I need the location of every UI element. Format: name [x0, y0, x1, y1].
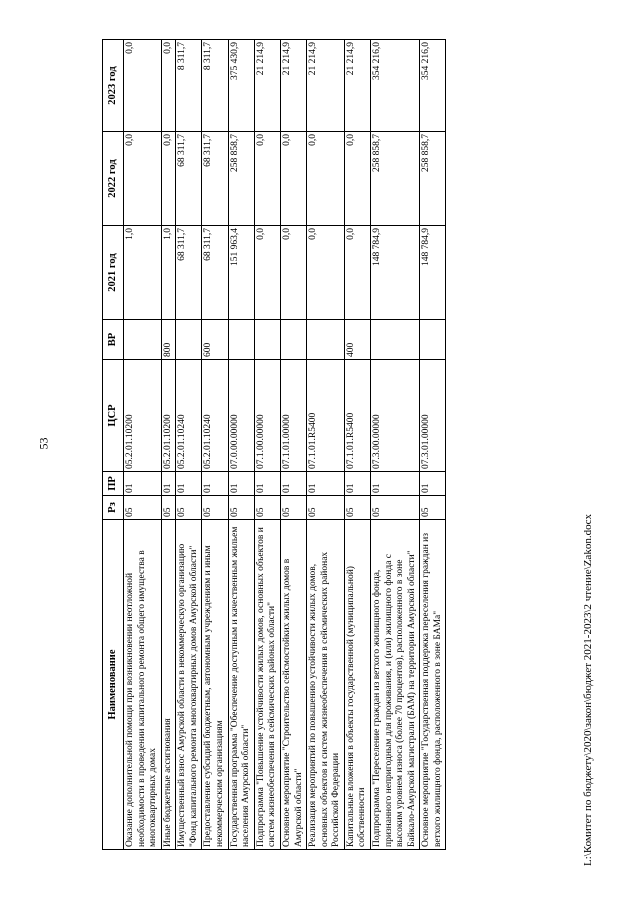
cell-2023: 354 216,0: [370, 40, 419, 132]
table-row: [176, 40, 202, 850]
cell-vr: [370, 320, 419, 360]
header-2022: 2022 год: [103, 132, 124, 226]
cell-2023: 375 430,9: [228, 40, 254, 132]
cell-2022: 258 858,7: [228, 132, 254, 226]
cell-rz: 05: [370, 496, 419, 520]
header-rz: Рз: [103, 496, 124, 520]
cell-2023: 354 216,0: [420, 40, 446, 132]
table-row: [280, 40, 306, 850]
cell-rz: 05: [280, 496, 306, 520]
cell-2021: 1,0: [161, 226, 176, 320]
cell-csr: 07.1.01.R5400: [344, 360, 370, 472]
header-2021: 2021 год: [103, 226, 124, 320]
table-row: [254, 40, 280, 850]
cell-2021: 0,0: [307, 226, 345, 320]
cell-name: Имущественный взнос Амурской области в некоммерческую организацию "Фонд капитального ремонта многоквартирных домов Амурской области": [176, 520, 202, 850]
cell-2021: 0,0: [344, 226, 370, 320]
cell-vr: [254, 320, 280, 360]
cell-pr: 01: [161, 472, 176, 496]
cell-2021: 0,0: [254, 226, 280, 320]
cell-2022: 258 858,7: [420, 132, 446, 226]
cell-csr: 07.3.00.00000: [370, 360, 419, 472]
cell-2021: 148 784,9: [420, 226, 446, 320]
cell-pr: 01: [124, 472, 162, 496]
cell-2021: 148 784,9: [370, 226, 419, 320]
cell-csr: 07.1.01.00000: [280, 360, 306, 472]
cell-csr: 07.3.01.00000: [420, 360, 446, 472]
cell-pr: 01: [202, 472, 228, 496]
cell-csr: 05.2.01.10200: [124, 360, 162, 472]
cell-2022: 68 311,7: [202, 132, 228, 226]
cell-pr: 01: [370, 472, 419, 496]
cell-name: Оказание дополнительной помощи при возникновении неотложной необходимости в проведении капитального ремонта общего имущества в многоквартирных домах: [124, 520, 162, 850]
table-row: [344, 40, 370, 850]
cell-2022: 258 858,7: [370, 132, 419, 226]
cell-2022: 0,0: [280, 132, 306, 226]
cell-vr: 600: [202, 320, 228, 360]
cell-csr: 05.2.01.10240: [202, 360, 228, 472]
cell-2021: 68 311,7: [202, 226, 228, 320]
cell-2021: 68 311,7: [176, 226, 202, 320]
table-row: [124, 40, 162, 850]
cell-rz: 05: [202, 496, 228, 520]
header-vr: ВР: [103, 320, 124, 360]
header-name: Наименование: [103, 520, 124, 850]
cell-2022: 0,0: [254, 132, 280, 226]
cell-csr: 07.1.01.R5400: [307, 360, 345, 472]
table-row: [161, 40, 176, 850]
cell-pr: 01: [307, 472, 345, 496]
cell-pr: 01: [176, 472, 202, 496]
cell-rz: 05: [124, 496, 162, 520]
cell-2022: 68 311,7: [176, 132, 202, 226]
cell-vr: [176, 320, 202, 360]
table-row: [420, 40, 446, 850]
cell-name: Государственная программа "Обеспечение доступным и качественным жильем населения Амурской области": [228, 520, 254, 850]
cell-2023: 21 214,9: [344, 40, 370, 132]
cell-2023: 21 214,9: [307, 40, 345, 132]
cell-csr: 07.1.00.00000: [254, 360, 280, 472]
cell-pr: 01: [254, 472, 280, 496]
cell-csr: 05.2.01.10240: [176, 360, 202, 472]
header-2023: 2023 год: [103, 40, 124, 132]
cell-rz: 05: [344, 496, 370, 520]
cell-2022: 0,0: [344, 132, 370, 226]
cell-rz: 05: [161, 496, 176, 520]
cell-2023: 8 311,7: [202, 40, 228, 132]
cell-2023: 0,0: [124, 40, 162, 132]
cell-pr: 01: [420, 472, 446, 496]
table-row: [307, 40, 345, 850]
cell-2021: 151 963,4: [228, 226, 254, 320]
cell-2023: 0,0: [161, 40, 176, 132]
cell-vr: [228, 320, 254, 360]
table-row: [370, 40, 419, 850]
cell-rz: 05: [307, 496, 345, 520]
cell-2021: 1,0: [124, 226, 162, 320]
header-pr: ПР: [103, 472, 124, 496]
rotated-page-content: [102, 40, 542, 850]
table-row: [202, 40, 228, 850]
cell-2022: 0,0: [124, 132, 162, 226]
cell-vr: [420, 320, 446, 360]
cell-rz: 05: [176, 496, 202, 520]
cell-name: Реализация мероприятий по повышению устойчивости жилых домов, основных объектов и систем жизнеобеспечения в сейсмических районах Российской Федерации: [307, 520, 345, 850]
cell-2023: 21 214,9: [254, 40, 280, 132]
footer-file-path: L:\Комитет по бюджету\2020\закон\бюджет 2021-2023\2 чтение\Zakon.docx: [582, 514, 594, 866]
cell-vr: 800: [161, 320, 176, 360]
cell-2023: 8 311,7: [176, 40, 202, 132]
table-row: [228, 40, 254, 850]
cell-rz: 05: [228, 496, 254, 520]
cell-vr: [280, 320, 306, 360]
cell-2022: 0,0: [161, 132, 176, 226]
cell-name: Иные бюджетные ассигнования: [161, 520, 176, 850]
cell-csr: 07.0.00.00000: [228, 360, 254, 472]
table-header-row: [103, 40, 124, 850]
cell-2021: 0,0: [280, 226, 306, 320]
cell-vr: 400: [344, 320, 370, 360]
cell-csr: 05.2.01.10200: [161, 360, 176, 472]
cell-rz: 05: [254, 496, 280, 520]
header-csr: ЦСР: [103, 360, 124, 472]
cell-name: Капитальные вложения в объекты государственной (муниципальной) собственности: [344, 520, 370, 850]
cell-rz: 05: [420, 496, 446, 520]
cell-name: Основное мероприятие "Строительство сейсмостойких жилых домов в Амурской области": [280, 520, 306, 850]
cell-pr: 01: [228, 472, 254, 496]
cell-vr: [124, 320, 162, 360]
cell-pr: 01: [280, 472, 306, 496]
cell-name: Предоставление субсидий бюджетным, автономным учреждениям и иным некоммерческим организациям: [202, 520, 228, 850]
page-number: 53: [36, 437, 51, 450]
cell-name: Основное мероприятие "Государственная поддержка переселения граждан из ветхого жилищного фонда, расположенного в зоне БАМа": [420, 520, 446, 850]
cell-name: Подпрограмма "Переселение граждан из ветхого жилищного фонда, признанного непригодным для проживания, и (или) жилищного фонда с высоким уровнем износа (более 70 процентов), расположенного в зоне Байкало-Амурской магистрали (БАМ) на территории Амурской области": [370, 520, 419, 850]
cell-2023: 21 214,9: [280, 40, 306, 132]
cell-name: Подпрограмма "Повышение устойчивости жилых домов, основных объектов и систем жизнеобеспечения в сейсмических районах области": [254, 520, 280, 850]
cell-2022: 0,0: [307, 132, 345, 226]
cell-pr: 01: [344, 472, 370, 496]
budget-table: [102, 39, 446, 850]
cell-vr: [307, 320, 345, 360]
